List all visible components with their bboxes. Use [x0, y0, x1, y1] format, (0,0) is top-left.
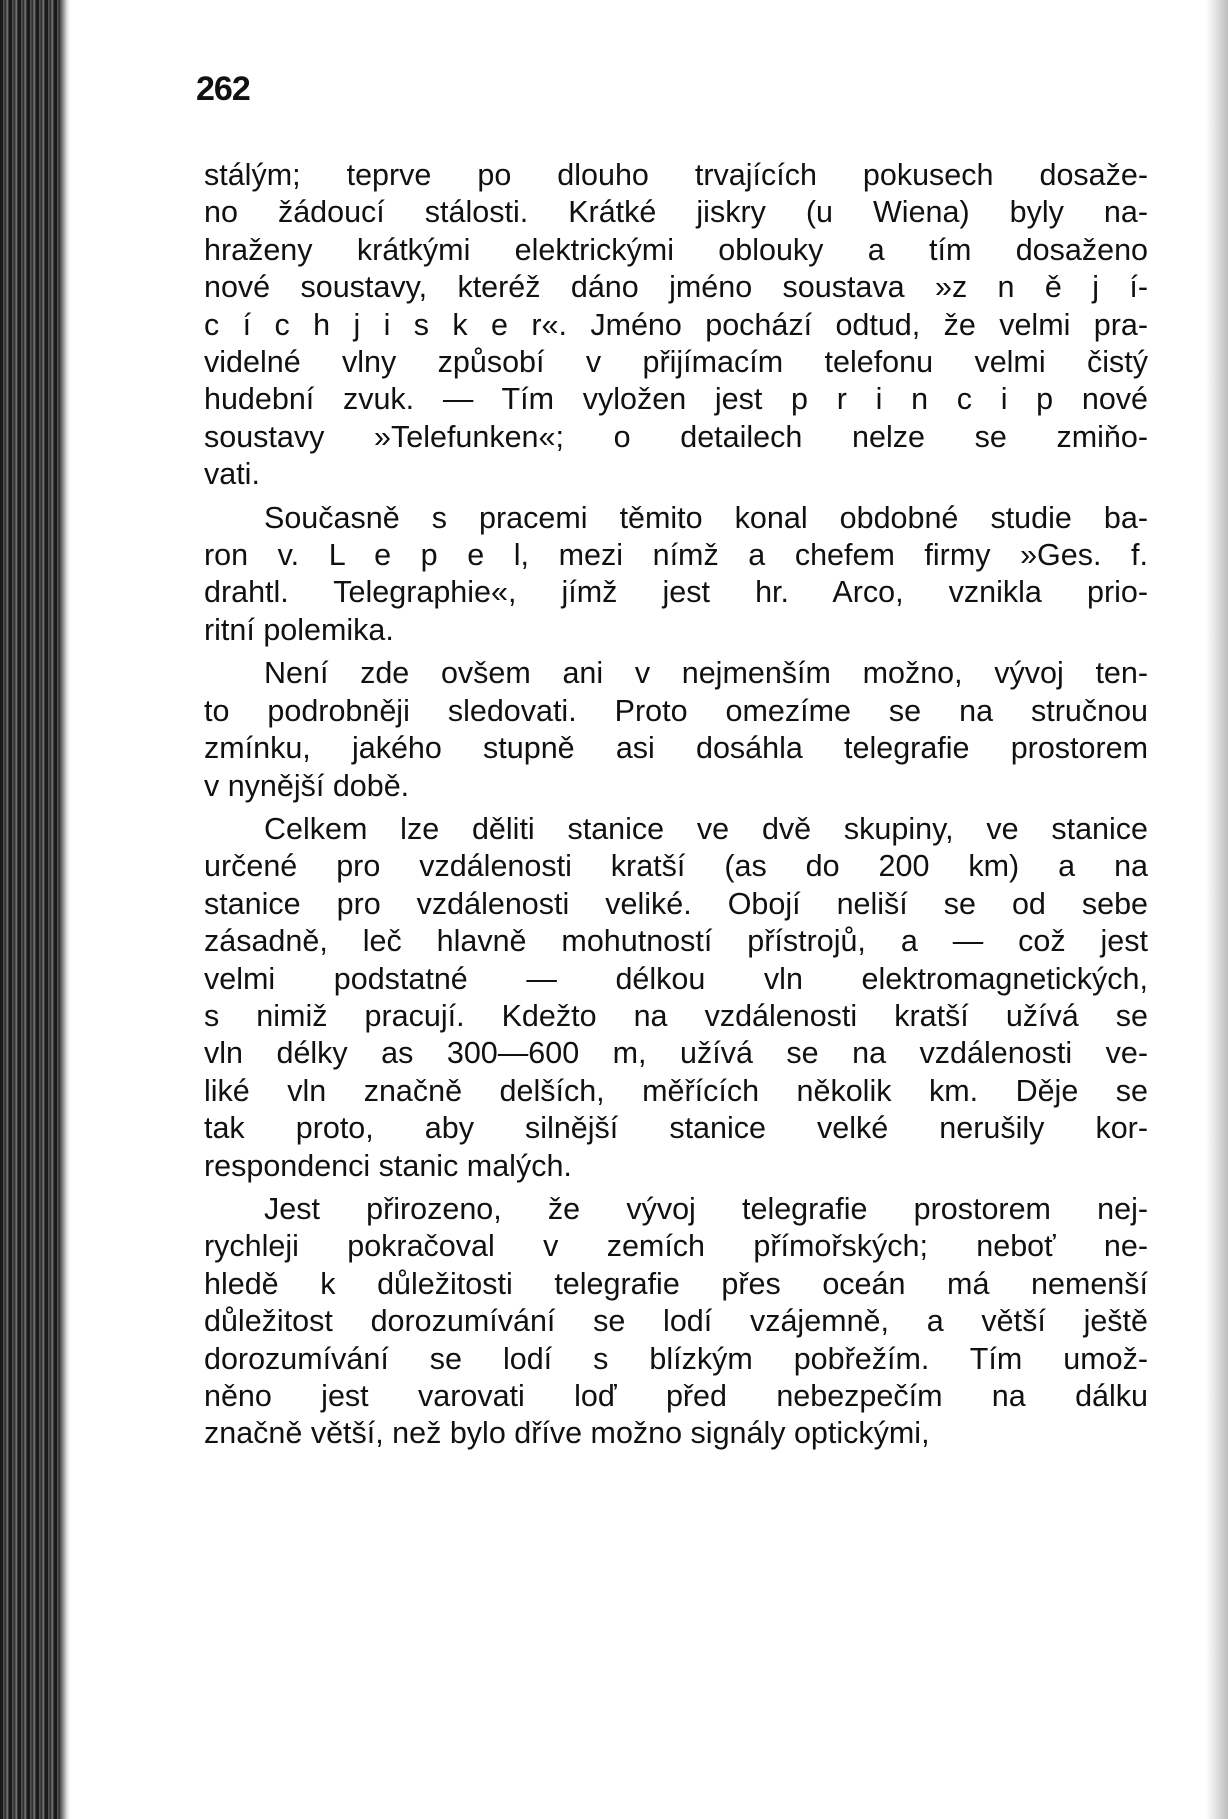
text-line: c í c h j i s k e r«. Jméno pochází odtud, že velmi pra- [204, 307, 1148, 342]
text-line: respondenci stanic malých. [204, 1148, 572, 1183]
text-line: určené pro vzdálenosti kratší (as do 200 km) a na [204, 849, 1148, 884]
text-line: vati. [204, 457, 260, 492]
text-line: značně větší, než bylo dříve možno signály optickými, [204, 1416, 930, 1451]
text-line: Není zde ovšem ani v nejmenším možno, vývoj ten- [264, 656, 1148, 691]
text-line: no žádoucí stálosti. Krátké jiskry (u Wiena) byly na- [204, 195, 1148, 230]
page-number: 262 [196, 70, 250, 108]
text-line: zásadně, leč hlavně mohutností přístrojů, a — což jest [204, 924, 1148, 959]
text-line: tak proto, aby silnější stanice velké nerušily kor- [204, 1111, 1148, 1146]
paragraph [204, 1191, 1148, 1453]
text-line: to podrobněji sledovati. Proto omezíme se na stručnou [204, 693, 1148, 728]
text-line: drahtl. Telegraphie«, jímž jest hr. Arco, vznikla prio- [204, 575, 1148, 610]
paragraph [204, 157, 1148, 494]
text-line: vln délky as 300—600 m, užívá se na vzdálenosti ve- [204, 1036, 1148, 1071]
paragraph [204, 655, 1148, 805]
text-line: stanice pro vzdálenosti veliké. Obojí neliší se od sebe [204, 886, 1148, 921]
text-line: Současně s pracemi těmito konal obdobné studie ba- [264, 500, 1148, 535]
text-line: hraženy krátkými elektrickými oblouky a tím dosaženo [204, 232, 1148, 267]
text-line: nové soustavy, kteréž dáno jméno soustava »z n ě j í- [204, 270, 1148, 305]
text-line: něno jest varovati loď před nebezpečím na dálku [204, 1379, 1148, 1413]
text-line: Celkem lze děliti stanice ve dvě skupiny, ve stanice [264, 811, 1148, 846]
text-line: hudební zvuk. — Tím vyložen jest p r i n c i p nové [204, 382, 1148, 417]
text-line: s nimiž pracují. Kdežto na vzdálenosti kratší užívá se [204, 998, 1148, 1033]
text-line: rychleji pokračoval v zemích přímořských; neboť ne- [204, 1229, 1148, 1264]
paragraph [204, 811, 1148, 1185]
page-edge [1206, 0, 1228, 1819]
text-line: ron v. L e p e l, mezi nímž a chefem firmy »Ges. f. [204, 538, 1148, 573]
text-line: soustavy »Telefunken«; o detailech nelze se zmiňo- [204, 419, 1148, 454]
body-text [204, 157, 1148, 1453]
paragraph [204, 500, 1148, 650]
text-line: stálým; teprve po dlouho trvajících pokusech dosaže- [204, 158, 1148, 192]
book-spine [0, 0, 62, 1819]
text-line: ritní polemika. [204, 612, 394, 647]
text-line: hledě k důležitosti telegrafie přes oceán má nemenší [204, 1266, 1148, 1301]
text-line: Jest přirozeno, že vývoj telegrafie prostorem nej- [264, 1191, 1148, 1226]
text-line: velmi podstatné — délkou vln elektromagnetických, [204, 961, 1148, 996]
text-line: v nynější době. [204, 768, 410, 803]
text-line: dorozumívání se lodí s blízkým pobřežím. Tím umož- [204, 1341, 1148, 1376]
text-line: zmínku, jakého stupně asi dosáhla telegrafie prostorem [204, 731, 1148, 766]
spine-shadow [62, 0, 70, 1819]
text-line: videlné vlny způsobí v přijímacím telefonu velmi čistý [204, 345, 1148, 380]
text-line: důležitost dorozumívání se lodí vzájemně, a větší ještě [204, 1304, 1148, 1339]
text-line: liké vln značně delších, měřících několik km. Děje se [204, 1073, 1148, 1108]
